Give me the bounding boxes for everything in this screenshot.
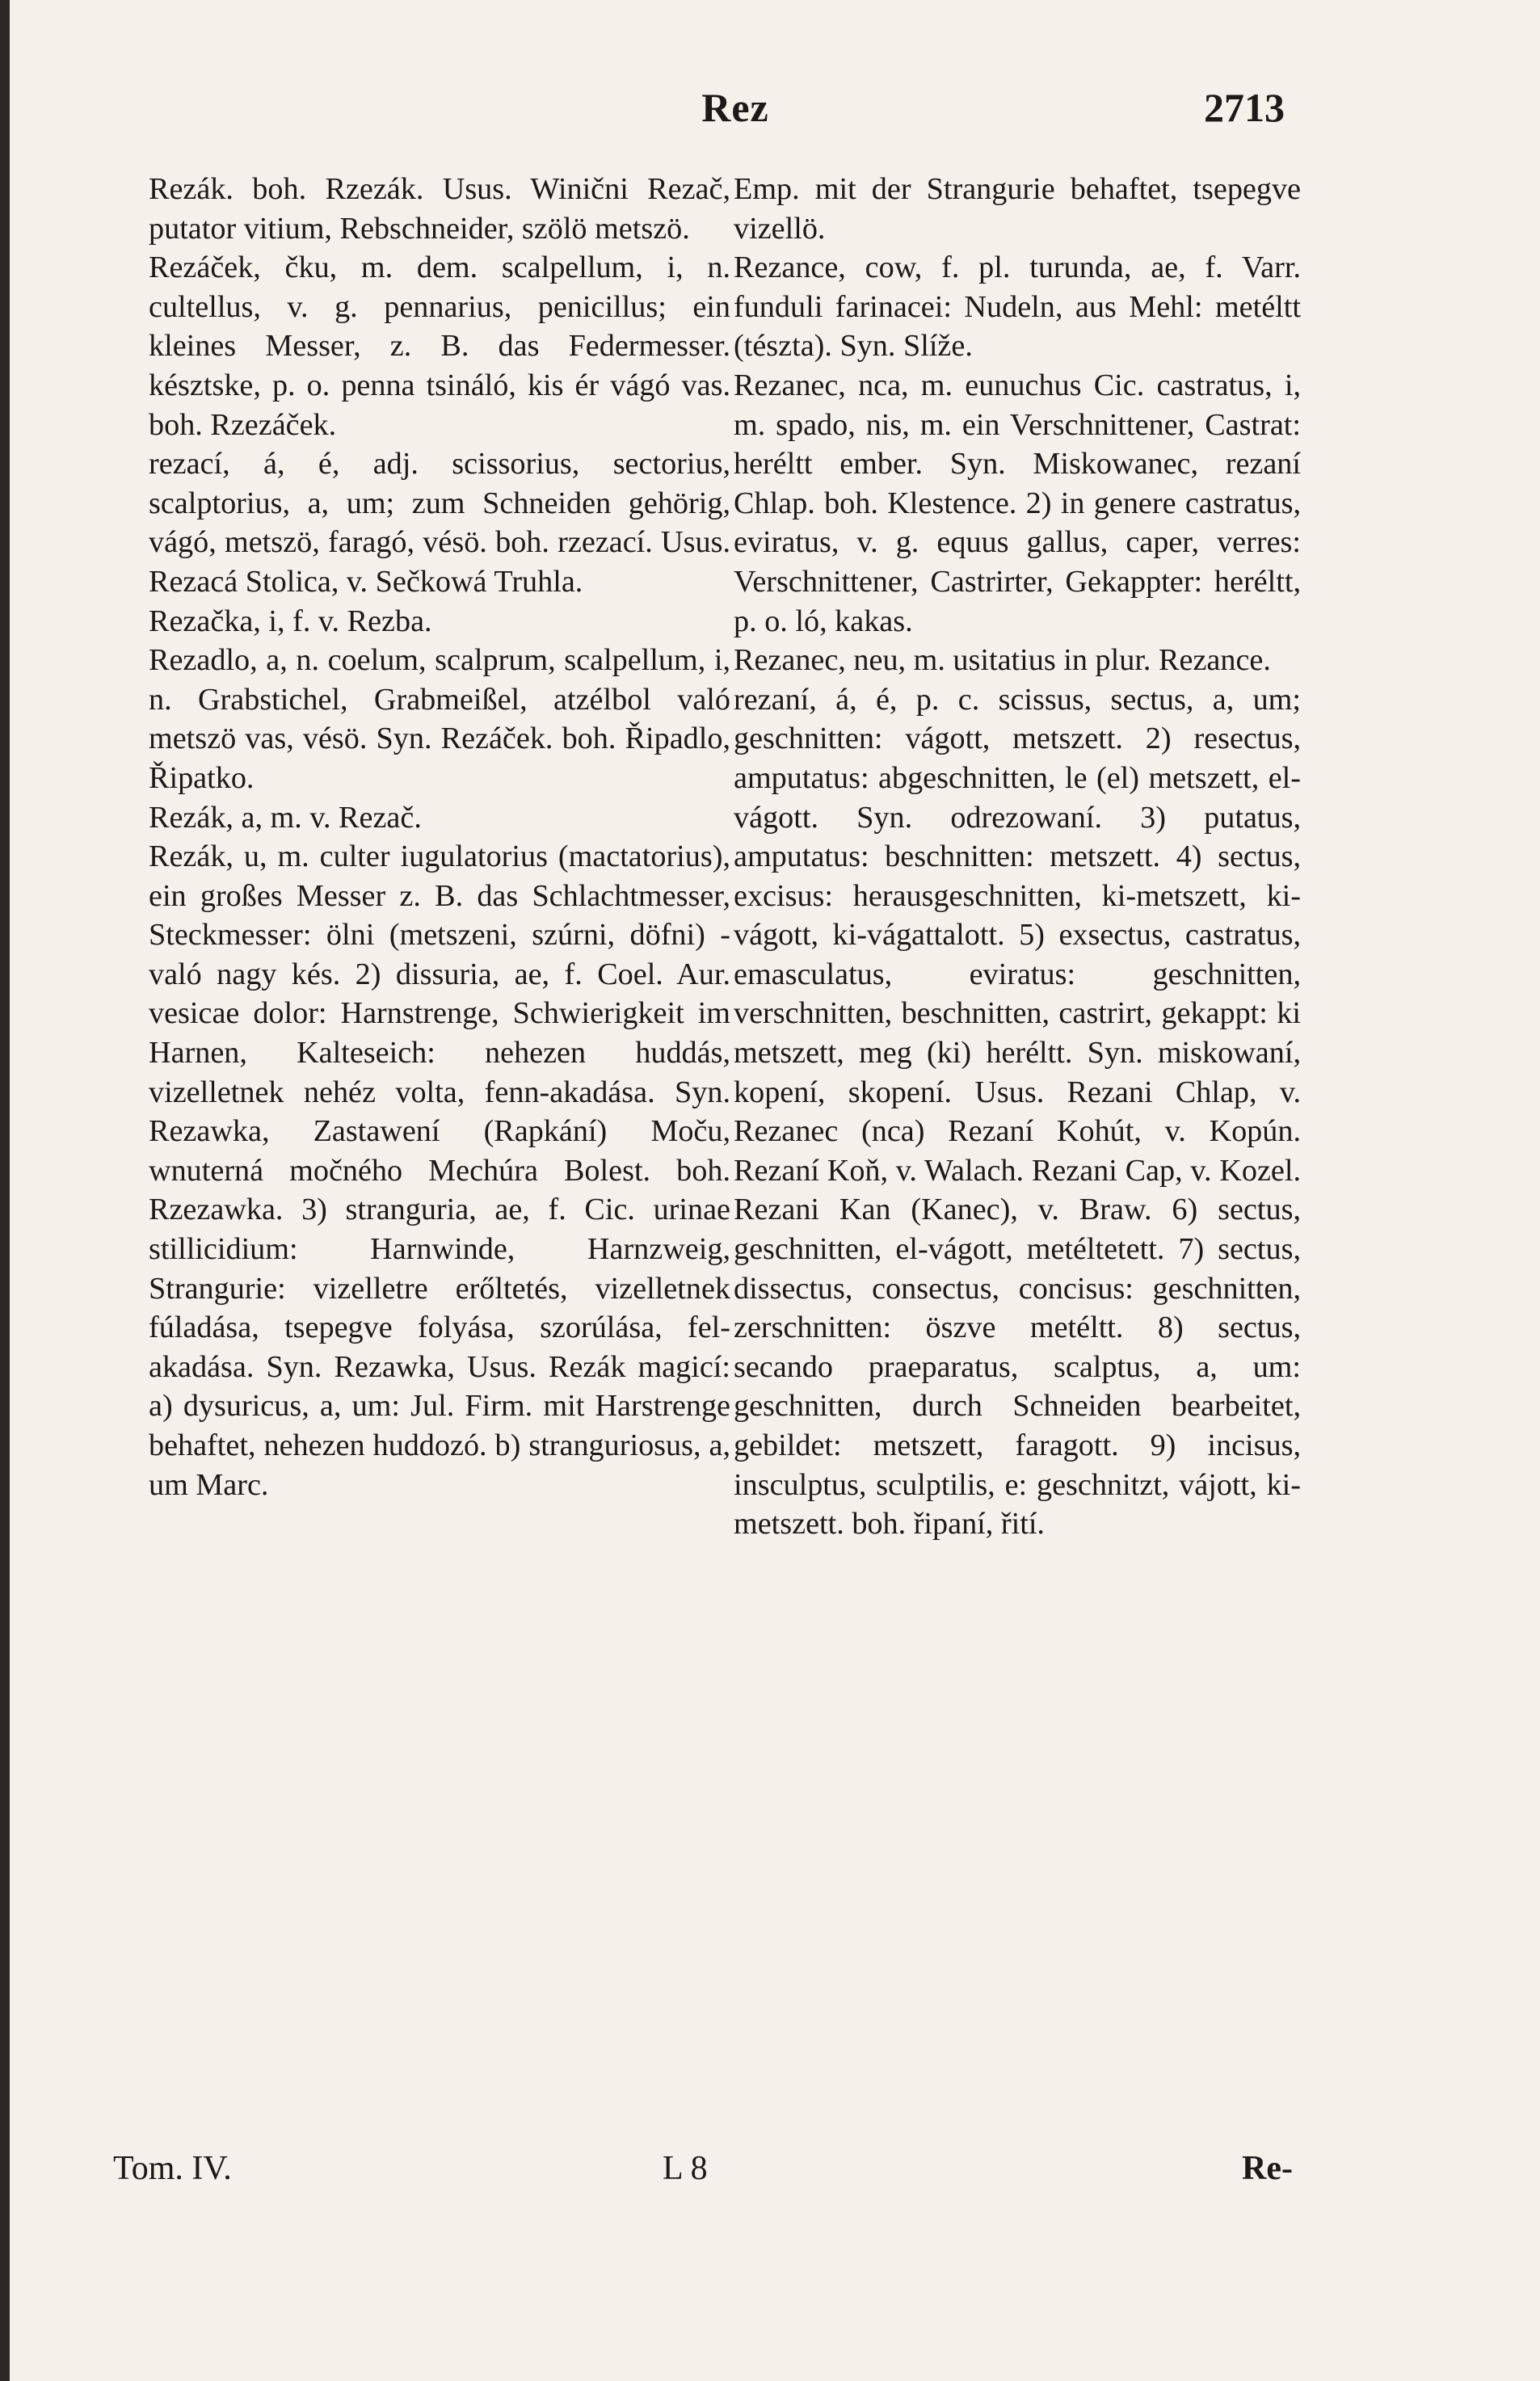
dictionary-entry: Rezák, u, m. culter iugulatorius (mactatorius), ein großes Messer z. B. das Schlachtmesser, Steckmesser: ölni (metszeni, szúrni, döfni) - való nagy kés. 2) dissuria, ae, f. Coel. Aur. vesicae dolor: Harnstrenge, Schwierigkeit im Harnen, Kalteseich: nehezen huddás, vizelletnek nehéz volta, fenn-akadása. Syn. Rezawka, Zastawení (Rapkání) Moču, wnuterná močného Mechúra Bolest. boh. Rzezawka. 3) stranguria, ae, f. Cic. urinae stillicidium: Harnwinde, Harnzweig, Strangurie: vizelletre erőltetés, vizelletnek fúladása, tsepegve folyása, szorúlása, fel-akadása. Syn. Rezawka, Usus. Rezák magicí: a) dysuricus, a, um: Jul. Firm. mit Harstrenge behaftet, nehezen huddozó. b) stranguriosus, a, um Marc. <box>149 839 730 1502</box>
dictionary-entry: Emp. mit der Strangurie behaftet, tsepegve vizellö. <box>734 172 1301 246</box>
dictionary-entry: rezaní, á, é, p. c. scissus, sectus, a, um; geschnitten: vágott, metszett. 2) resectus, amputatus: abgeschnitten, le (el) metszett, el-vágott. Syn. odrezowaní. 3) putatus, amputatus: beschnitten: metszett. 4) sectus, excisus: herausgeschnitten, ki-metszett, ki-vágott, ki-vágattalott. 5) exsectus, castratus, emasculatus, eviratus: geschnitten, verschnitten, beschnitten, castrirt, gekappt: ki metszett, meg (ki) heréltt. Syn. miskowaní, kopení, skopení. Usus. Rezani Chlap, v. Rezanec (nca) Rezaní Kohút, v. Kopún. Rezaní Koň, v. Walach. Rezani Cap, v. Kozel. Rezani Kan (Kanec), v. Braw. 6) sectus, geschnitten, el-vágott, metéltetett. 7) sectus, dissectus, consectus, concisus: geschnitten, zerschnitten: öszve metéltt. 8) sectus, secando praeparatus, scalptus, a, um: geschnitten, durch Schneiden bearbeitet, gebildet: metszett, faragott. 9) incisus, insculptus, sculptilis, e: geschnitzt, vájott, ki-metszett. boh. řipaní, řití. <box>734 682 1301 1542</box>
right-column <box>734 170 1301 1544</box>
page-header <box>0 84 1540 149</box>
dictionary-entry: Rezance, cow, f. pl. turunda, ae, f. Varr. funduli farinacei: Nudeln, aus Mehl: metéltt (tészta). Syn. Slíže. <box>734 250 1301 364</box>
dictionary-entry: Rezanec, nca, m. eunuchus Cic. castratus, i, m. spado, nis, m. ein Verschnittener, Castrat: heréltt ember. Syn. Miskowanec, rezaní Chlap. boh. Klestence. 2) in genere castratus, eviratus, v. g. equus gallus, caper, verres: Verschnittener, Castrirter, Gekappter: heréltt, p. o. ló, kakas. <box>734 368 1301 638</box>
dictionary-entry: Rezanec, neu, m. usitatius in plur. Rezance. <box>734 643 1271 678</box>
dictionary-entry: Rezák. boh. Rzezák. Usus. Winični Rezač, putator vitium, Rebschneider, szölö metszö. <box>149 172 730 246</box>
running-head: Rez <box>701 85 769 130</box>
page-footer <box>0 2149 1540 2198</box>
left-column <box>149 170 730 1504</box>
dictionary-entry: rezací, á, é, adj. scissorius, sectorius, scalptorius, a, um; zum Schneiden gehörig, vágó, metszö, faragó, vésö. boh. rzezací. Usus. Rezacá Stolica, v. Sečkowá Truhla. <box>149 447 730 599</box>
printer-signature: L 8 <box>663 2150 708 2187</box>
dictionary-entry: Rezačka, i, f. v. Rezba. <box>149 604 432 638</box>
tome-label: Tom. IV. <box>113 2150 232 2187</box>
dictionary-entry: Rezák, a, m. v. Rezač. <box>149 800 422 835</box>
dictionary-entry: Rezadlo, a, n. coelum, scalprum, scalpellum, i, n. Grabstichel, Grabmeißel, atzélbol való metszö vas, vésö. Syn. Rezáček. boh. Řipadlo, Řipatko. <box>149 643 730 795</box>
catchword: Re- <box>1242 2150 1293 2187</box>
page-number: 2713 <box>1204 85 1285 130</box>
dictionary-entry: Rezáček, čku, m. dem. scalpellum, i, n. cultellus, v. g. pennarius, penicillus; ein kleines Messer, z. B. das Federmesser. késztske, p. o. penna tsináló, kis ér vágó vas. boh. Rzezáček. <box>149 250 730 442</box>
page-edge-shadow <box>0 0 10 2381</box>
